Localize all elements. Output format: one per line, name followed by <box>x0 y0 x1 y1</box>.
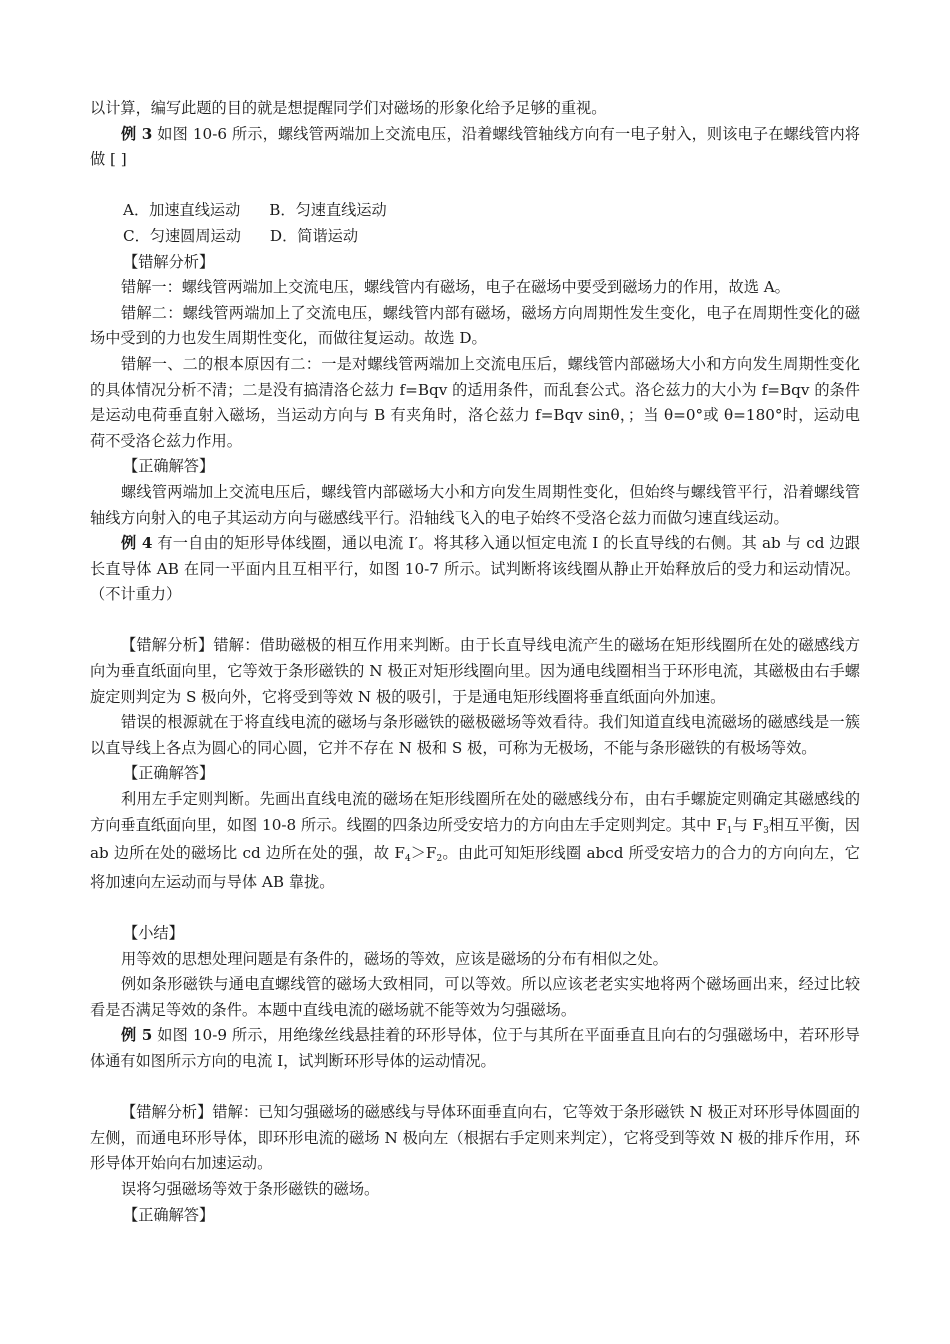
example-5-question <box>90 1023 860 1074</box>
subscript: 4 <box>404 854 411 865</box>
summary-paragraph-2: 例如条形磁铁与通电直螺线管的磁场大致相同，可以等效。所以应该老老实实地将两个磁场画出来，经过比较看是否满足等效的条件。本题中直线电流的磁场就不能等效为匀强磁场。 <box>90 975 860 1019</box>
spacer <box>90 173 860 199</box>
example-5-stem: 如图 10-9 所示，用绝缘丝线悬挂着的环形导体，位于与其所在平面垂直且向右的匀强磁场中，若环形导体通有如图所示方向的电流 I，试判断环形导体的运动情况。 <box>90 1026 860 1070</box>
example-4-correct-part: 相互平衡，因 ab 边所在处的磁场比 cd 边所在处的强，故 F <box>90 815 860 863</box>
spacer <box>90 895 860 921</box>
example-4-label: 例 4 <box>121 534 153 553</box>
example-4-correct-heading: 【正确解答】 <box>123 764 215 783</box>
example-4-correct <box>90 787 860 895</box>
summary-paragraph-1: 用等效的思想处理问题是有条件的，磁场的等效，应该是磁场的分布有相似之处。 <box>121 949 668 968</box>
example-4-question <box>90 531 860 608</box>
example-4-wrong-heading: 【错解分析】 <box>121 636 214 655</box>
options-row-ab <box>90 198 860 224</box>
subscript: 3 <box>763 825 769 836</box>
example-5-label: 例 5 <box>121 1026 153 1045</box>
example-4-wrong-text: 错解：借助磁极的相互作用来判断。由于长直导线电流产生的磁场在矩形线圈所在处的磁感线方向为垂直纸面向里，它等效于条形磁铁的 N 极正对矩形线圈向里。因为通电线圈相当于环形电流，其磁极由右手螺旋定则判定为 S 极向外，它将受到等效 N 极的吸引，于是通电矩形线圈将垂直纸面向外加速。 <box>90 636 861 706</box>
example-4-correct-part: ＞F <box>410 844 437 863</box>
example-4-wrong <box>90 633 860 710</box>
spacer <box>90 608 860 634</box>
example-3-correct-heading: 【正确解答】 <box>123 457 215 476</box>
document-page <box>90 96 860 1228</box>
option-c: C．匀速圆周运动 <box>123 226 241 245</box>
example-4-correct-part: 与 F <box>732 815 764 834</box>
options-row-cd <box>90 224 860 250</box>
example-3-correct: 螺线管两端加上交流电压后，螺线管内部磁场大小和方向发生周期性变化，但始终与螺线管平行，沿着螺线管轴线方向射入的电子其运动方向与磁感线平行。沿轴线飞入的电子始终不受洛仑兹力而做匀速直线运动。 <box>90 482 860 527</box>
example-5-reason: 误将匀强磁场等效于条形磁铁的磁场。 <box>121 1179 380 1198</box>
example-5-wrong-heading: 【错解分析】 <box>121 1103 213 1122</box>
example-5-wrong <box>90 1100 860 1177</box>
example-4-stem: 有一自由的矩形导体线圈，通以电流 I′。将其移入通以恒定电流 I 的长直导线的右侧。其 ab 与 cd 边跟长直导体 AB 在同一平面内且互相平行，如图 10-7 所示。试判断将该线圈从静止开始释放后的受力和运动情况。（不计重力） <box>90 534 860 604</box>
option-b: B．匀速直线运动 <box>269 201 387 220</box>
example-4-correct-part: 。由此可知矩形线圈 abcd 所受安培力的合力的方向向左，它将加速向左运动而与导体 AB 靠拢。 <box>90 844 860 891</box>
option-a: A．加速直线运动 <box>123 201 241 220</box>
paragraph-intro: 以计算，编写此题的目的就是想提醒同学们对磁场的形象化给予足够的重视。 <box>90 99 607 117</box>
example-3-reason: 错解一、二的根本原因有二：一是对螺线管两端加上交流电压后，螺线管内部磁场大小和方向发生周期性变化的具体情况分析不清；二是没有搞清洛仑兹力 f=Bqv 的适用条件，而乱套公式。洛仑兹力的大小为 f=Bqv 的条件是运动电荷垂直射入磁场，当运动方向与 B 有夹角时，洛仑兹力 f=Bqv sinθ，；当 θ=0°或 θ=180°时，运动电荷不受洛仑兹力作用。 <box>90 354 860 450</box>
example-5-correct-heading: 【正确解答】 <box>123 1205 215 1224</box>
example-3-label: 例 3 <box>121 124 153 143</box>
example-3-stem: 如图 10-6 所示，螺线管两端加上交流电压，沿着螺线管轴线方向有一电子射入，则该电子在螺线管内将做 [ ] <box>90 124 860 169</box>
example-4-reason: 错误的根源就在于将直线电流的磁场与条形磁铁的磁极磁场等效看待。我们知道直线电流磁场的磁感线是一簇以直导线上各点为圆心的同心圆，它并不存在 N 极和 S 极，可称为无极场，不能与条形磁铁的有极场等效。 <box>90 713 860 757</box>
summary-heading: 【小结】 <box>123 924 184 942</box>
example-3-wrong-heading: 【错解分析】 <box>123 252 215 271</box>
example-4-correct-part: 利用左手定则判断。先画出直线电流的磁场在矩形线圈所在处的磁感线分布，由右手螺旋定则确定其磁感线的方向垂直纸面向里，如图 10-8 所示。线圈的四条边所受安培力的方向由左手定则判定。其中 F <box>90 790 860 834</box>
subscript: 2 <box>436 854 443 865</box>
example-3-wrong-2: 错解二：螺线管两端加上了交流电压，螺线管内部有磁场，磁场方向周期性发生变化，电子在周期性变化的磁场中受到的力也发生周期性变化，而做往复运动。故选 D。 <box>90 303 860 348</box>
spacer <box>90 1075 860 1101</box>
example-5-wrong-text: 错解：已知匀强磁场的磁感线与导体环面垂直向右，它等效于条形磁铁 N 极正对环形导体圆面的左侧，而通电环形导体，即环形电流的磁场 N 极向左（根据右手定则来判定），它将受到等效 N 极的排斥作用，环形导体开始向右加速运动。 <box>90 1103 860 1173</box>
example-3-wrong-1: 错解一：螺线管两端加上交流电压，螺线管内有磁场，电子在磁场中要受到磁场力的作用，故选 A。 <box>121 278 790 297</box>
subscript: 1 <box>726 825 733 836</box>
option-d: D．简谐运动 <box>269 226 359 245</box>
example-3-question <box>90 122 860 173</box>
